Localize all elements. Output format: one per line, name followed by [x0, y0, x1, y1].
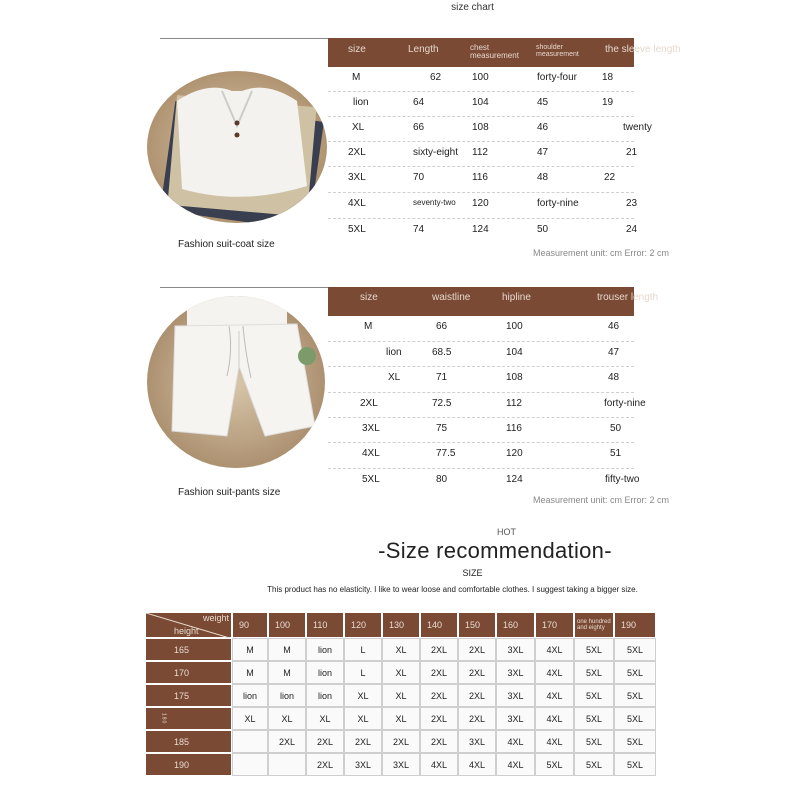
- grid-cell: 4XL: [458, 753, 496, 776]
- grid-cell: 5XL: [574, 638, 614, 661]
- coat-cell: 2XL: [348, 147, 366, 158]
- grid-cell: lion: [306, 638, 344, 661]
- grid-cell: XL: [382, 684, 420, 707]
- grid-weight-header: 110: [306, 612, 344, 638]
- grid-weight-header: 90: [232, 612, 268, 638]
- grid-cell: XL: [232, 707, 268, 730]
- coat-cell: 22: [604, 172, 616, 183]
- grid-cell: 2XL: [420, 661, 458, 684]
- grid-cell: lion: [268, 684, 306, 707]
- grid-cell: 4XL: [535, 730, 574, 753]
- grid-weight-header: 100: [268, 612, 306, 638]
- coat-row-divider: [328, 218, 634, 219]
- pants-cell: 80: [436, 474, 448, 485]
- grid-cell: 5XL: [574, 730, 614, 753]
- pants-cell: fifty-two: [605, 474, 640, 485]
- grid-cell: 2XL: [420, 684, 458, 707]
- hot-label: HOT: [497, 527, 516, 537]
- grid-height-label: 190: [145, 753, 232, 776]
- pants-cell: lion: [386, 347, 402, 358]
- coat-col-header: size: [348, 44, 366, 55]
- pants-cell: 72.5: [432, 398, 452, 409]
- grid-cell: 4XL: [496, 753, 535, 776]
- pants-cell: 77.5: [436, 448, 456, 459]
- coat-cell: 70: [413, 172, 425, 183]
- grid-cell: 2XL: [420, 707, 458, 730]
- pants-cell: 104: [506, 347, 523, 358]
- coat-cell: 124: [472, 224, 489, 235]
- grid-height-label: 175: [145, 684, 232, 707]
- coat-cell: 116: [472, 172, 488, 183]
- grid-corner-weight: weight: [202, 613, 229, 623]
- grid-cell: 5XL: [574, 753, 614, 776]
- pants-cell: 68.5: [432, 347, 452, 358]
- coat-row-divider: [328, 91, 634, 92]
- coat-cell: 120: [472, 198, 489, 209]
- coat-cell: 108: [472, 122, 489, 133]
- pants-row-divider: [328, 392, 634, 393]
- pants-cell: 124: [506, 474, 523, 485]
- grid-cell: 2XL: [420, 638, 458, 661]
- grid-cell: 2XL: [268, 730, 306, 753]
- coat-cell: 50: [537, 224, 549, 235]
- grid-cell: M: [232, 638, 268, 661]
- grid-cell: lion: [306, 684, 344, 707]
- grid-height-label: 180: [145, 707, 232, 730]
- pants-cell: 51: [610, 448, 622, 459]
- grid-cell: 3XL: [344, 753, 382, 776]
- pants-col-header: waistline: [432, 292, 471, 303]
- grid-cell: 3XL: [382, 753, 420, 776]
- coat-cell: 66: [413, 122, 425, 133]
- grid-cell: L: [344, 661, 382, 684]
- grid-cell: 3XL: [496, 638, 535, 661]
- pants-cell: XL: [388, 372, 401, 383]
- coat-cell: 19: [602, 97, 614, 108]
- coat-cell: 100: [472, 72, 489, 83]
- coat-cell: 47: [537, 147, 549, 158]
- pants-row-divider: [328, 366, 634, 367]
- recommendation-subtitle: SIZE: [462, 568, 483, 578]
- grid-cell: XL: [344, 707, 382, 730]
- coat-cell: 62: [430, 72, 442, 83]
- recommendation-title: -Size recommendation-: [378, 538, 612, 563]
- grid-cell: 5XL: [614, 638, 656, 661]
- coat-cell: 3XL: [348, 172, 366, 183]
- grid-cell: XL: [382, 707, 420, 730]
- grid-weight-header: one hundred and eighty: [574, 612, 614, 638]
- grid-cell: 4XL: [535, 638, 574, 661]
- coat-unit-note: Measurement unit: cm Error: 2 cm: [533, 248, 670, 258]
- pants-row-divider: [328, 341, 634, 342]
- pants-cell: 100: [506, 321, 523, 332]
- coat-row-divider: [328, 166, 634, 167]
- coat-cell: forty-nine: [537, 198, 579, 209]
- pants-unit-note: Measurement unit: cm Error: 2 cm: [533, 495, 670, 505]
- pants-cell: forty-nine: [604, 398, 646, 409]
- coat-cell: 112: [472, 147, 488, 158]
- pants-cell: 50: [610, 423, 622, 434]
- grid-height-label: 185: [145, 730, 232, 753]
- coat-cell: 23: [626, 198, 638, 209]
- grid-cell: 5XL: [614, 753, 656, 776]
- pants-cell: 108: [506, 372, 523, 383]
- pants-cell: 46: [608, 321, 620, 332]
- grid-cell: 5XL: [574, 684, 614, 707]
- pants-cell: 47: [608, 347, 620, 358]
- grid-cell: 5XL: [614, 707, 656, 730]
- grid-cell: 2XL: [420, 730, 458, 753]
- grid-weight-header: 150: [458, 612, 496, 638]
- coat-cell: 64: [413, 97, 425, 108]
- grid-cell: 5XL: [614, 730, 656, 753]
- grid-cell: XL: [306, 707, 344, 730]
- coat-cell: seventy-two: [413, 198, 456, 207]
- coat-cell: twenty: [623, 122, 652, 133]
- coat-cell: 46: [537, 122, 549, 133]
- pants-cell: 5XL: [362, 474, 380, 485]
- grid-cell: 3XL: [496, 684, 535, 707]
- grid-cell: [232, 730, 268, 753]
- grid-height-label: 165: [145, 638, 232, 661]
- coat-col-header: shoulder measurement: [536, 44, 579, 59]
- grid-cell: 5XL: [614, 684, 656, 707]
- grid-weight-header: 130: [382, 612, 420, 638]
- grid-weight-header: 160: [496, 612, 535, 638]
- pants-col-header: hipline: [502, 292, 531, 303]
- pants-cell: 4XL: [362, 448, 380, 459]
- page-title: size chart: [451, 2, 494, 13]
- pants-cell: 3XL: [362, 423, 380, 434]
- recommendation-note: This product has no elasticity. I like to wear loose and comfortable clothes. I suggest taking a bigger size.: [267, 585, 638, 594]
- coat-row-divider: [328, 141, 634, 142]
- coat-photo: [147, 71, 327, 223]
- pants-cell: 66: [436, 321, 448, 332]
- pants-photo: [147, 296, 325, 468]
- coat-caption: Fashion suit-coat size: [178, 239, 275, 250]
- grid-weight-header: 140: [420, 612, 458, 638]
- grid-cell: 2XL: [306, 730, 344, 753]
- grid-cell: 3XL: [496, 707, 535, 730]
- pants-cell: 112: [506, 398, 522, 409]
- grid-cell: 2XL: [458, 707, 496, 730]
- coat-row-divider: [328, 192, 634, 193]
- grid-cell: [232, 753, 268, 776]
- grid-cell: XL: [382, 661, 420, 684]
- coat-cell: M: [352, 72, 361, 83]
- grid-corner: [145, 612, 232, 638]
- grid-cell: XL: [268, 707, 306, 730]
- pants-row-divider: [328, 442, 634, 443]
- grid-cell: 4XL: [535, 661, 574, 684]
- coat-cell: 4XL: [348, 198, 366, 209]
- pants-cell: 120: [506, 448, 523, 459]
- grid-cell: lion: [306, 661, 344, 684]
- coat-cell: XL: [352, 122, 365, 133]
- grid-weight-header: 170: [535, 612, 574, 638]
- pants-cell: 75: [436, 423, 448, 434]
- grid-cell: 3XL: [496, 661, 535, 684]
- coat-cell: forty-four: [537, 72, 578, 83]
- grid-cell: 5XL: [535, 753, 574, 776]
- grid-corner-height: height: [174, 626, 199, 636]
- grid-cell: 2XL: [458, 661, 496, 684]
- coat-cell: 48: [537, 172, 549, 183]
- pants-cell: 116: [506, 423, 522, 434]
- coat-col-header: the sleeve length: [605, 44, 681, 55]
- grid-cell: 5XL: [574, 707, 614, 730]
- grid-cell: XL: [344, 684, 382, 707]
- grid-cell: 2XL: [344, 730, 382, 753]
- grid-cell: M: [232, 661, 268, 684]
- coat-col-header: Length: [408, 44, 439, 55]
- coat-cell: 5XL: [348, 224, 366, 235]
- grid-cell: lion: [232, 684, 268, 707]
- grid-cell: M: [268, 638, 306, 661]
- coat-cell: sixty-eight: [413, 147, 459, 158]
- coat-cell: lion: [353, 97, 369, 108]
- grid-cell: 4XL: [496, 730, 535, 753]
- grid-cell: M: [268, 661, 306, 684]
- coat-cell: 24: [626, 224, 638, 235]
- grid-cell: [268, 753, 306, 776]
- grid-cell: 4XL: [535, 707, 574, 730]
- grid-cell: 2XL: [458, 684, 496, 707]
- grid-weight-header: 120: [344, 612, 382, 638]
- pants-divider: [160, 287, 328, 288]
- grid-cell: 4XL: [420, 753, 458, 776]
- grid-weight-header: 190: [614, 612, 656, 638]
- grid-cell: 2XL: [458, 638, 496, 661]
- coat-cell: 104: [472, 97, 489, 108]
- grid-cell: 4XL: [535, 684, 574, 707]
- pants-cell: 48: [608, 372, 620, 383]
- pants-cell: 2XL: [360, 398, 378, 409]
- coat-col-header: chest measurement: [470, 43, 519, 61]
- pants-cell: 71: [436, 372, 448, 383]
- grid-cell: 3XL: [458, 730, 496, 753]
- grid-cell: 2XL: [382, 730, 420, 753]
- pants-row-divider: [328, 468, 634, 469]
- coat-cell: 18: [602, 72, 614, 83]
- grid-cell: L: [344, 638, 382, 661]
- pants-cell: M: [364, 321, 373, 332]
- coat-divider: [160, 38, 328, 39]
- grid-cell: 5XL: [614, 661, 656, 684]
- grid-cell: XL: [382, 638, 420, 661]
- pants-row-divider: [328, 417, 634, 418]
- coat-cell: 45: [537, 97, 549, 108]
- pants-col-header: trouser length: [597, 292, 659, 303]
- pants-col-header: size: [360, 292, 378, 303]
- pants-caption: Fashion suit-pants size: [178, 487, 281, 498]
- coat-cell: 74: [413, 224, 425, 235]
- grid-cell: 2XL: [306, 753, 344, 776]
- coat-cell: 21: [626, 147, 638, 158]
- grid-height-label: 170: [145, 661, 232, 684]
- coat-row-divider: [328, 116, 634, 117]
- grid-cell: 5XL: [574, 661, 614, 684]
